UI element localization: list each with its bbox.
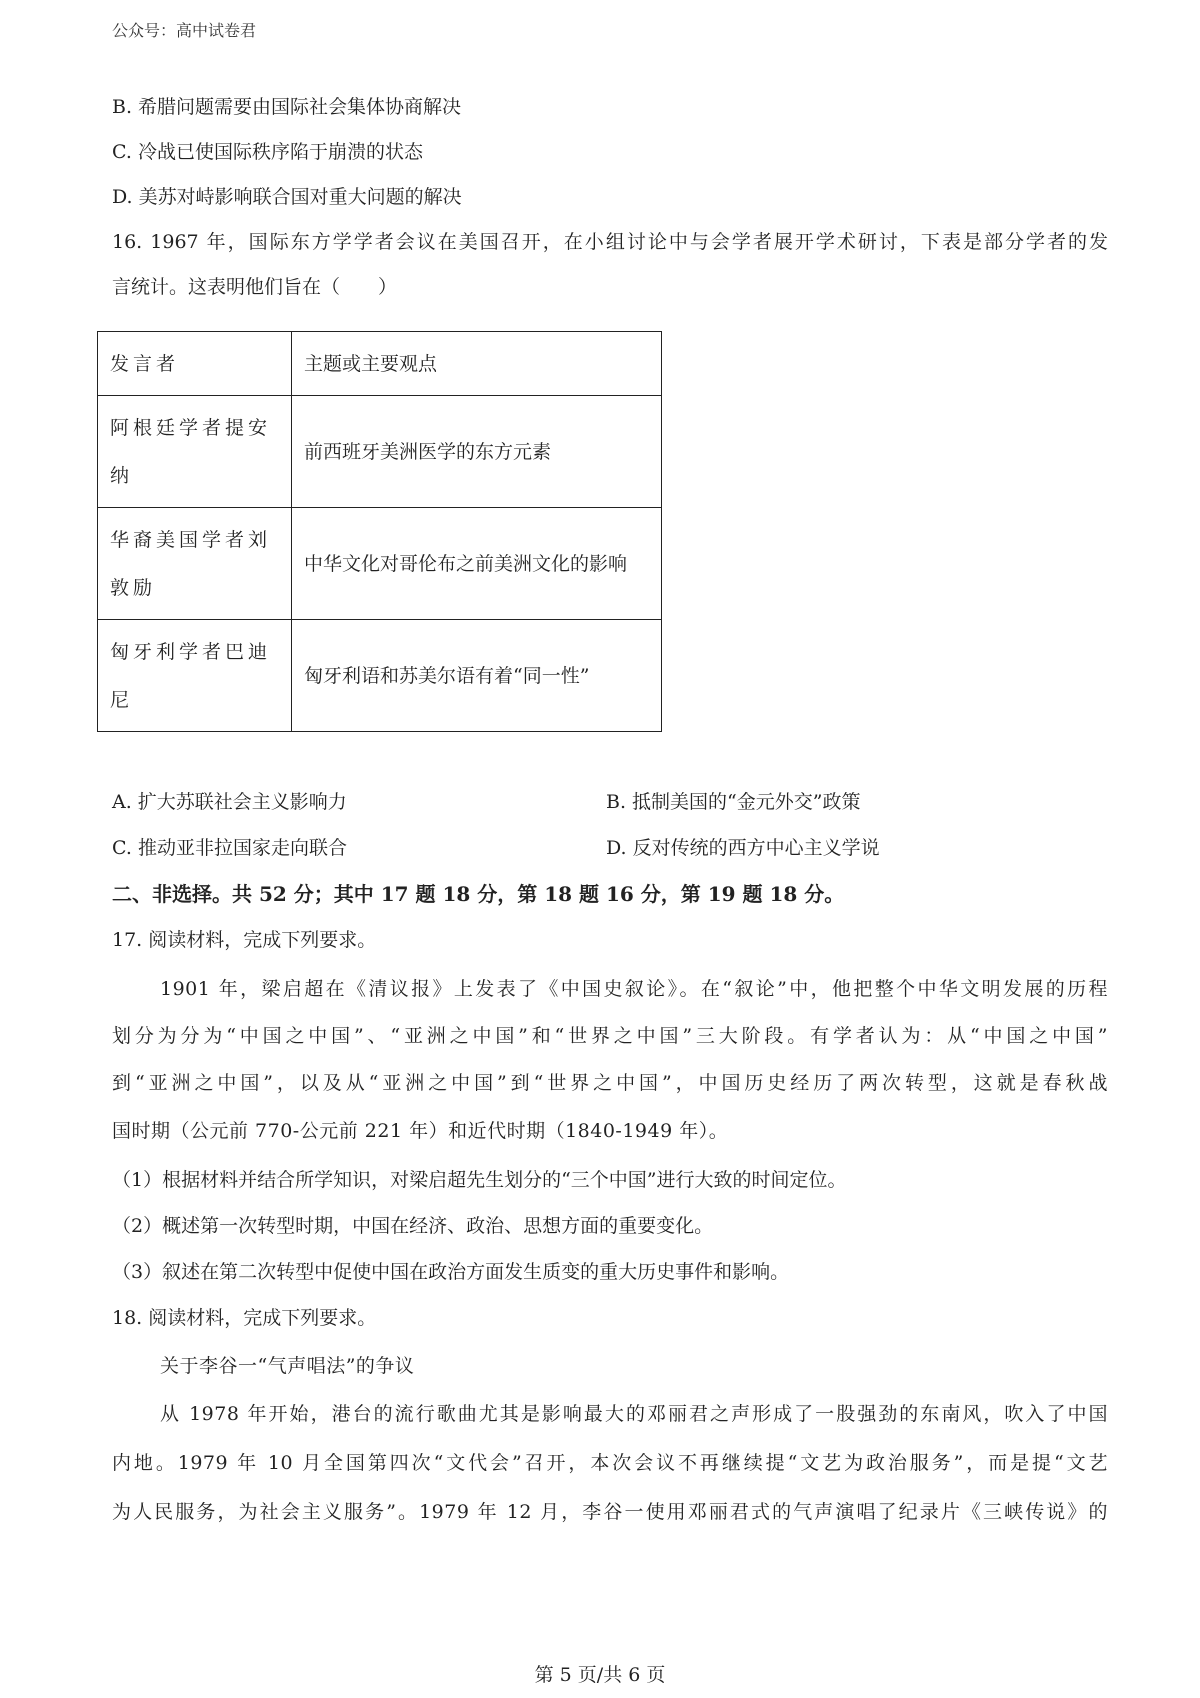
page-header-source: 公众号：高中试卷君 [112, 21, 257, 40]
section2-title: 二、非选择。共 52 分；其中 17 题 18 分，第 18 题 16 分，第 19 题 18 分。 [112, 882, 845, 906]
q18-material-line: 内地。1979 年 10 月全国第四次“文代会”召开，本次会议不再继续提“文艺为政治服务”，而是提“文艺 [112, 1452, 1108, 1474]
q17-stem: 17. 阅读材料，完成下列要求。 [112, 929, 377, 951]
speaker-table [97, 331, 662, 732]
q17-material-line: 1901 年，梁启超在《清议报》上发表了《中国史叙论》。在“叙论”中，他把整个中华文明发展的历程 [160, 978, 1108, 1000]
q16-option-c: C. 推动亚非拉国家走向联合 [112, 837, 347, 859]
q16-option-b: B. 抵制美国的“金元外交”政策 [606, 791, 861, 813]
table-cell-topic: 匈牙利语和苏美尔语有着“同一性” [292, 620, 662, 732]
q16-option-d: D. 反对传统的西方中心主义学说 [606, 837, 880, 859]
q16-stem-line2: 言统计。这表明他们旨在（ ） [112, 276, 398, 298]
q17-material-line: 国时期（公元前 770-公元前 221 年）和近代时期（1840-1949 年）。 [112, 1120, 729, 1142]
q15-option-b: B. 希腊问题需要由国际社会集体协商解决 [112, 96, 462, 118]
q18-material-line: 为人民服务，为社会主义服务”。1979 年 12 月，李谷一使用邓丽君式的气声演唱了纪录片《三峡传说》的 [112, 1501, 1108, 1523]
q17-material-line: 划分为分为“中国之中国”、“亚洲之中国”和“世界之中国”三大阶段。有学者认为：从“中国之中国” [112, 1025, 1108, 1047]
table-cell-topic: 前西班牙美洲医学的东方元素 [292, 396, 662, 508]
q16-option-a: A. 扩大苏联社会主义影响力 [112, 791, 347, 813]
q16-stem-line1: 16. 1967 年，国际东方学学者会议在美国召开，在小组讨论中与会学者展开学术研讨，下表是部分学者的发 [112, 231, 1108, 253]
q17-material-line: 到“亚洲之中国”，以及从“亚洲之中国”到“世界之中国”，中国历史经历了两次转型，这就是春秋战 [112, 1072, 1108, 1094]
q17-subquestion-1: （1）根据材料并结合所学知识，对梁启超先生划分的“三个中国”进行大致的时间定位。 [112, 1169, 847, 1191]
q18-material-line: 从 1978 年开始，港台的流行歌曲尤其是影响最大的邓丽君之声形成了一股强劲的东南风，吹入了中国 [160, 1403, 1108, 1425]
table-cell-speaker: 阿根廷学者提安纳 [98, 396, 292, 508]
q18-material-title: 关于李谷一“气声唱法”的争议 [160, 1355, 415, 1377]
q15-option-c: C. 冷战已使国际秩序陷于崩溃的状态 [112, 141, 423, 163]
table-cell-speaker: 匈牙利学者巴迪尼 [98, 620, 292, 732]
q17-subquestion-2: （2）概述第一次转型时期，中国在经济、政治、思想方面的重要变化。 [112, 1215, 714, 1237]
q18-stem: 18. 阅读材料，完成下列要求。 [112, 1307, 377, 1329]
table-header-topic: 主题或主要观点 [292, 332, 662, 396]
table-header-speaker: 发言者 [98, 332, 292, 396]
table-header-row [98, 332, 662, 396]
table-cell-topic: 中华文化对哥伦布之前美洲文化的影响 [292, 508, 662, 620]
q15-option-d: D. 美苏对峙影响联合国对重大问题的解决 [112, 186, 462, 208]
table-row [98, 396, 662, 508]
q17-subquestion-3: （3）叙述在第二次转型中促使中国在政治方面发生质变的重大历史事件和影响。 [112, 1261, 790, 1283]
table-row [98, 508, 662, 620]
table-cell-speaker: 华裔美国学者刘敦励 [98, 508, 292, 620]
table-row [98, 620, 662, 732]
page-number: 第 5 页/共 6 页 [534, 1664, 666, 1686]
